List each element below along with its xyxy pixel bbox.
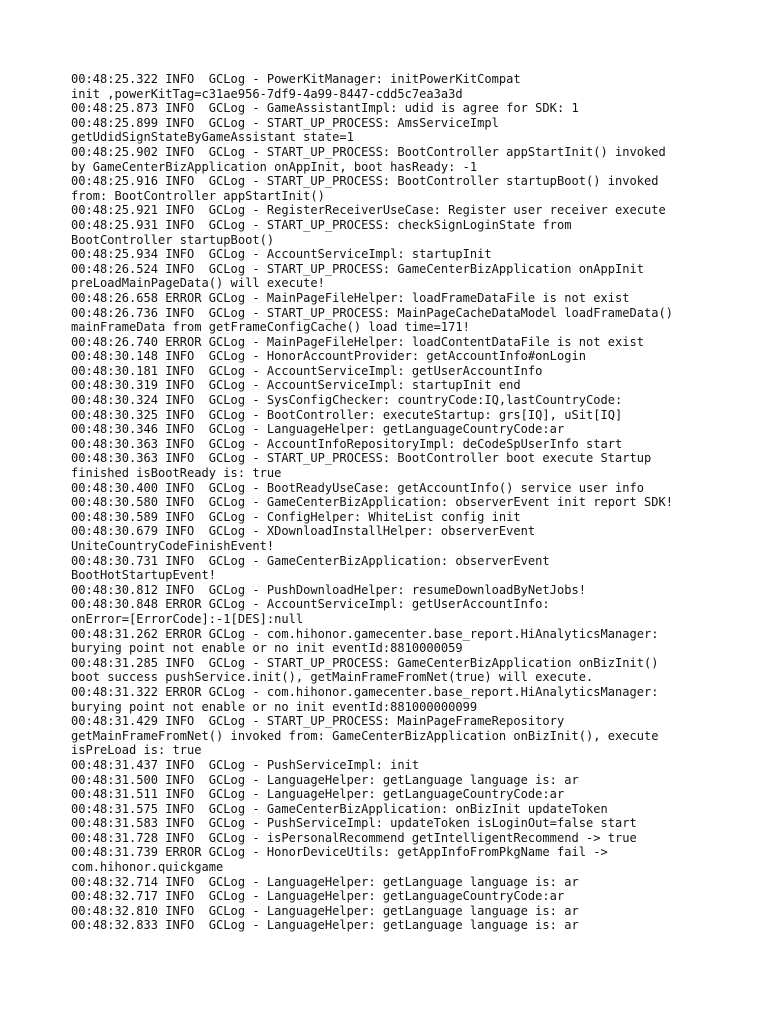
- log-line: isPreLoad is: true: [71, 743, 202, 758]
- log-line: 00:48:31.429 INFO GCLog - START_UP_PROCESS: MainPageFrameRepository: [71, 714, 565, 729]
- log-line: mainFrameData from getFrameConfigCache() load time=171!: [71, 320, 470, 335]
- log-line: 00:48:26.658 ERROR GCLog - MainPageFileHelper: loadFrameDataFile is not exist: [71, 290, 630, 305]
- log-line: 00:48:26.740 ERROR GCLog - MainPageFileHelper: loadContentDataFile is not exist: [71, 334, 644, 349]
- log-line: 00:48:30.181 INFO GCLog - AccountServiceImpl: getUserAccountInfo: [71, 363, 543, 378]
- log-line: 00:48:32.717 INFO GCLog - LanguageHelper: getLanguageCountryCode:ar: [71, 889, 565, 904]
- log-line: 00:48:25.322 INFO GCLog - PowerKitManager: initPowerKitCompat: [71, 72, 521, 86]
- log-line: 00:48:25.931 INFO GCLog - START_UP_PROCESS: checkSignLoginState from: [71, 217, 572, 232]
- log-line: 00:48:25.916 INFO GCLog - START_UP_PROCESS: BootController startupBoot() invoked: [71, 174, 659, 189]
- log-line: BootHotStartupEvent!: [71, 568, 217, 583]
- log-line: 00:48:30.363 INFO GCLog - AccountInfoRepositoryImpl: deCodeSpUserInfo start: [71, 436, 623, 451]
- log-line: onError=[ErrorCode]:-1[DES]:null: [71, 611, 304, 626]
- log-line: 00:48:32.714 INFO GCLog - LanguageHelper: getLanguage language is: ar: [71, 874, 579, 889]
- log-line: 00:48:31.500 INFO GCLog - LanguageHelper: getLanguage language is: ar: [71, 772, 579, 787]
- log-line: 00:48:30.319 INFO GCLog - AccountServiceImpl: startupInit end: [71, 378, 521, 393]
- log-line: by GameCenterBizApplication onAppInit, boot hasReady: -1: [71, 159, 478, 174]
- log-line: 00:48:30.346 INFO GCLog - LanguageHelper: getLanguageCountryCode:ar: [71, 422, 565, 437]
- log-line: from: BootController appStartInit(): [71, 188, 325, 203]
- log-line: 00:48:25.934 INFO GCLog - AccountServiceImpl: startupInit: [71, 247, 492, 262]
- log-line: preLoadMainPageData() will execute!: [71, 276, 325, 291]
- log-line: 00:48:31.575 INFO GCLog - GameCenterBizApplication: onBizInit updateToken: [71, 801, 608, 816]
- log-line: boot success pushService.init(), getMainFrameFromNet(true) will execute.: [71, 670, 594, 685]
- log-line: 00:48:31.285 INFO GCLog - START_UP_PROCESS: GameCenterBizApplication onBizInit(): [71, 655, 659, 670]
- log-line: 00:48:31.437 INFO GCLog - PushServiceImpl: init: [71, 757, 420, 772]
- log-line: 00:48:31.728 INFO GCLog - isPersonalRecommend getIntelligentRecommend -> true: [71, 830, 637, 845]
- log-line: 00:48:30.580 INFO GCLog - GameCenterBizApplication: observerEvent init report SDK!: [71, 495, 673, 510]
- log-line: com.hihonor.quickgame: [71, 860, 224, 875]
- log-line: 00:48:26.736 INFO GCLog - START_UP_PROCESS: MainPageCacheDataModel loadFrameData(): [71, 305, 673, 320]
- log-line: 00:48:30.731 INFO GCLog - GameCenterBizApplication: observerEvent: [71, 553, 550, 568]
- log-line: 00:48:30.679 INFO GCLog - XDownloadInstallHelper: observerEvent: [71, 524, 536, 539]
- log-line: 00:48:25.873 INFO GCLog - GameAssistantImpl: udid is agree for SDK: 1: [71, 101, 579, 116]
- log-line: 00:48:25.902 INFO GCLog - START_UP_PROCESS: BootController appStartInit() invoked: [71, 144, 666, 159]
- log-line: 00:48:32.810 INFO GCLog - LanguageHelper: getLanguage language is: ar: [71, 903, 579, 918]
- log-line: 00:48:30.400 INFO GCLog - BootReadyUseCase: getAccountInfo() service user info: [71, 480, 644, 495]
- log-line: BootController startupBoot(): [71, 232, 275, 247]
- log-line: 00:48:30.148 INFO GCLog - HonorAccountProvider: getAccountInfo#onLogin: [71, 349, 586, 364]
- log-line: 00:48:30.589 INFO GCLog - ConfigHelper: WhiteList config init: [71, 509, 521, 524]
- log-line: 00:48:30.325 INFO GCLog - BootController: executeStartup: grs[IQ], uSit[IQ]: [71, 407, 623, 422]
- log-line: getMainFrameFromNet() invoked from: GameCenterBizApplication onBizInit(), execute: [71, 728, 659, 743]
- log-text-body: [71, 72, 731, 933]
- log-line: 00:48:30.848 ERROR GCLog - AccountServiceImpl: getUserAccountInfo:: [71, 597, 550, 612]
- log-line: 00:48:31.262 ERROR GCLog - com.hihonor.gamecenter.base_report.HiAnalyticsManager:: [71, 626, 659, 641]
- log-line: finished isBootReady is: true: [71, 466, 282, 481]
- log-line: UniteCountryCodeFinishEvent!: [71, 539, 275, 553]
- log-line: 00:48:31.322 ERROR GCLog - com.hihonor.gamecenter.base_report.HiAnalyticsManager:: [71, 684, 659, 699]
- log-line: 00:48:31.511 INFO GCLog - LanguageHelper: getLanguageCountryCode:ar: [71, 787, 565, 802]
- log-line: 00:48:26.524 INFO GCLog - START_UP_PROCESS: GameCenterBizApplication onAppInit: [71, 261, 644, 276]
- log-line: 00:48:31.739 ERROR GCLog - HonorDeviceUtils: getAppInfoFromPkgName fail ->: [71, 845, 608, 860]
- log-line: 00:48:30.812 INFO GCLog - PushDownloadHelper: resumeDownloadByNetJobs!: [71, 582, 586, 597]
- log-line: 00:48:30.324 INFO GCLog - SysConfigChecker: countryCode:IQ,lastCountryCode:: [71, 393, 623, 408]
- log-line: burying point not enable or no init eventId:881000000099: [71, 699, 478, 714]
- log-line: init ,powerKitTag=c31ae956-7df9-4a99-8447-cdd5c7ea3a3d: [71, 86, 463, 101]
- log-line: 00:48:25.899 INFO GCLog - START_UP_PROCESS: AmsServiceImpl: [71, 115, 499, 130]
- log-line: 00:48:30.363 INFO GCLog - START_UP_PROCESS: BootController boot execute Startup: [71, 451, 652, 466]
- log-line: 00:48:25.921 INFO GCLog - RegisterReceiverUseCase: Register user receiver execute: [71, 203, 666, 218]
- log-line: getUdidSignStateByGameAssistant state=1: [71, 130, 354, 145]
- log-line: 00:48:31.583 INFO GCLog - PushServiceImpl: updateToken isLoginOut=false start: [71, 816, 637, 831]
- log-line: 00:48:32.833 INFO GCLog - LanguageHelper: getLanguage language is: ar: [71, 918, 579, 933]
- log-line: burying point not enable or no init eventId:8810000059: [71, 641, 463, 656]
